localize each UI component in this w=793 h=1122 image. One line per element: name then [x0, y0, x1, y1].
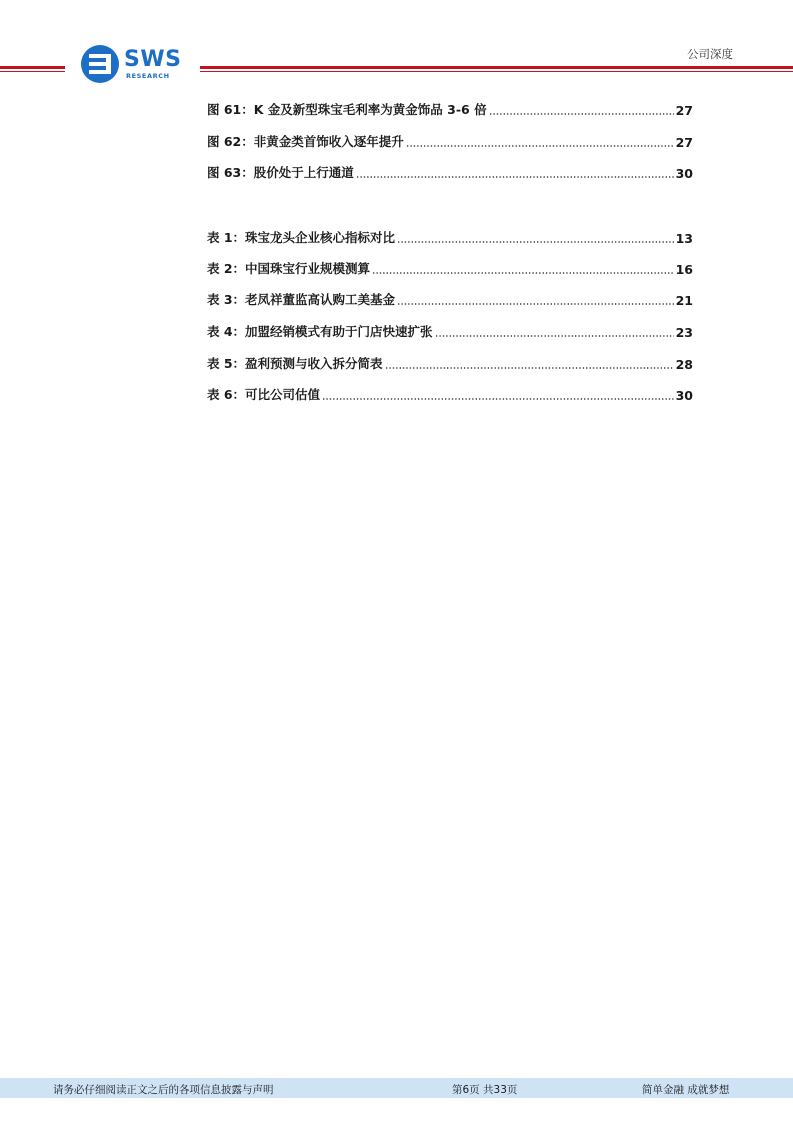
- toc-leader-dots: [356, 176, 674, 178]
- toc-leader-dots: [397, 241, 674, 243]
- toc-leader-dots: [489, 113, 674, 115]
- footer-slogan: 简单金融 成就梦想: [642, 1084, 730, 1096]
- toc-entry-label: 表 4：加盟经销模式有助于门店快速扩张: [207, 324, 433, 339]
- toc-entry-label: 图 63：股价处于上行通道: [207, 165, 354, 180]
- toc-entry-label: 图 62：非黄金类首饰收入逐年提升: [207, 134, 404, 149]
- toc-table-5[interactable]: [207, 354, 693, 372]
- toc-table-3[interactable]: [207, 290, 693, 308]
- toc-table-1[interactable]: [207, 228, 693, 246]
- sws-logo-mark-icon: [80, 44, 120, 84]
- toc-page-number: 28: [675, 357, 693, 372]
- report-category: 公司深度: [687, 47, 733, 61]
- toc-leader-dots: [435, 335, 674, 337]
- toc-page-number: 21: [675, 293, 693, 308]
- toc-leader-dots: [406, 145, 674, 147]
- toc-leader-dots: [397, 303, 674, 305]
- toc-table-2[interactable]: [207, 259, 693, 277]
- page-footer: [0, 1078, 793, 1098]
- toc-page-number: 27: [675, 135, 693, 150]
- toc-leader-dots: [385, 367, 674, 369]
- toc-figure-63[interactable]: [207, 163, 693, 181]
- logo-text: SWS: [124, 47, 182, 72]
- toc-page-number: 13: [675, 231, 693, 246]
- toc-entry-label: 表 5：盈利预测与收入拆分简表: [207, 356, 383, 371]
- footer-disclaimer: 请务必仔细阅读正文之后的各项信息披露与声明: [53, 1084, 274, 1096]
- header-rule-right: [200, 66, 793, 72]
- toc-entry-label: 图 61：K 金及新型珠宝毛利率为黄金饰品 3-6 倍: [207, 102, 487, 117]
- toc-entry-label: 表 6：可比公司估值: [207, 387, 321, 402]
- toc-leader-dots: [372, 272, 674, 274]
- toc-page-number: 27: [675, 103, 693, 118]
- toc-figure-62[interactable]: [207, 132, 693, 150]
- toc-page-number: 23: [675, 325, 693, 340]
- toc-entry-label: 表 3：老凤祥董监高认购工美基金: [207, 292, 396, 307]
- toc-entry-label: 表 1：珠宝龙头企业核心指标对比: [207, 230, 396, 245]
- toc-figure-61[interactable]: [207, 100, 693, 118]
- toc-entry-label: 表 2：中国珠宝行业规模测算: [207, 261, 371, 276]
- header-rule-left: [0, 66, 65, 72]
- toc-table-6[interactable]: [207, 385, 693, 403]
- toc-leader-dots: [322, 398, 674, 400]
- toc-page-number: 30: [675, 388, 693, 403]
- logo-subtext: RESEARCH: [126, 72, 170, 80]
- footer-page-info: 第6页 共33页: [452, 1084, 518, 1096]
- toc-page-number: 16: [675, 262, 693, 277]
- toc-table-4[interactable]: [207, 322, 693, 340]
- toc-page-number: 30: [675, 166, 693, 181]
- sws-logo: [80, 44, 190, 86]
